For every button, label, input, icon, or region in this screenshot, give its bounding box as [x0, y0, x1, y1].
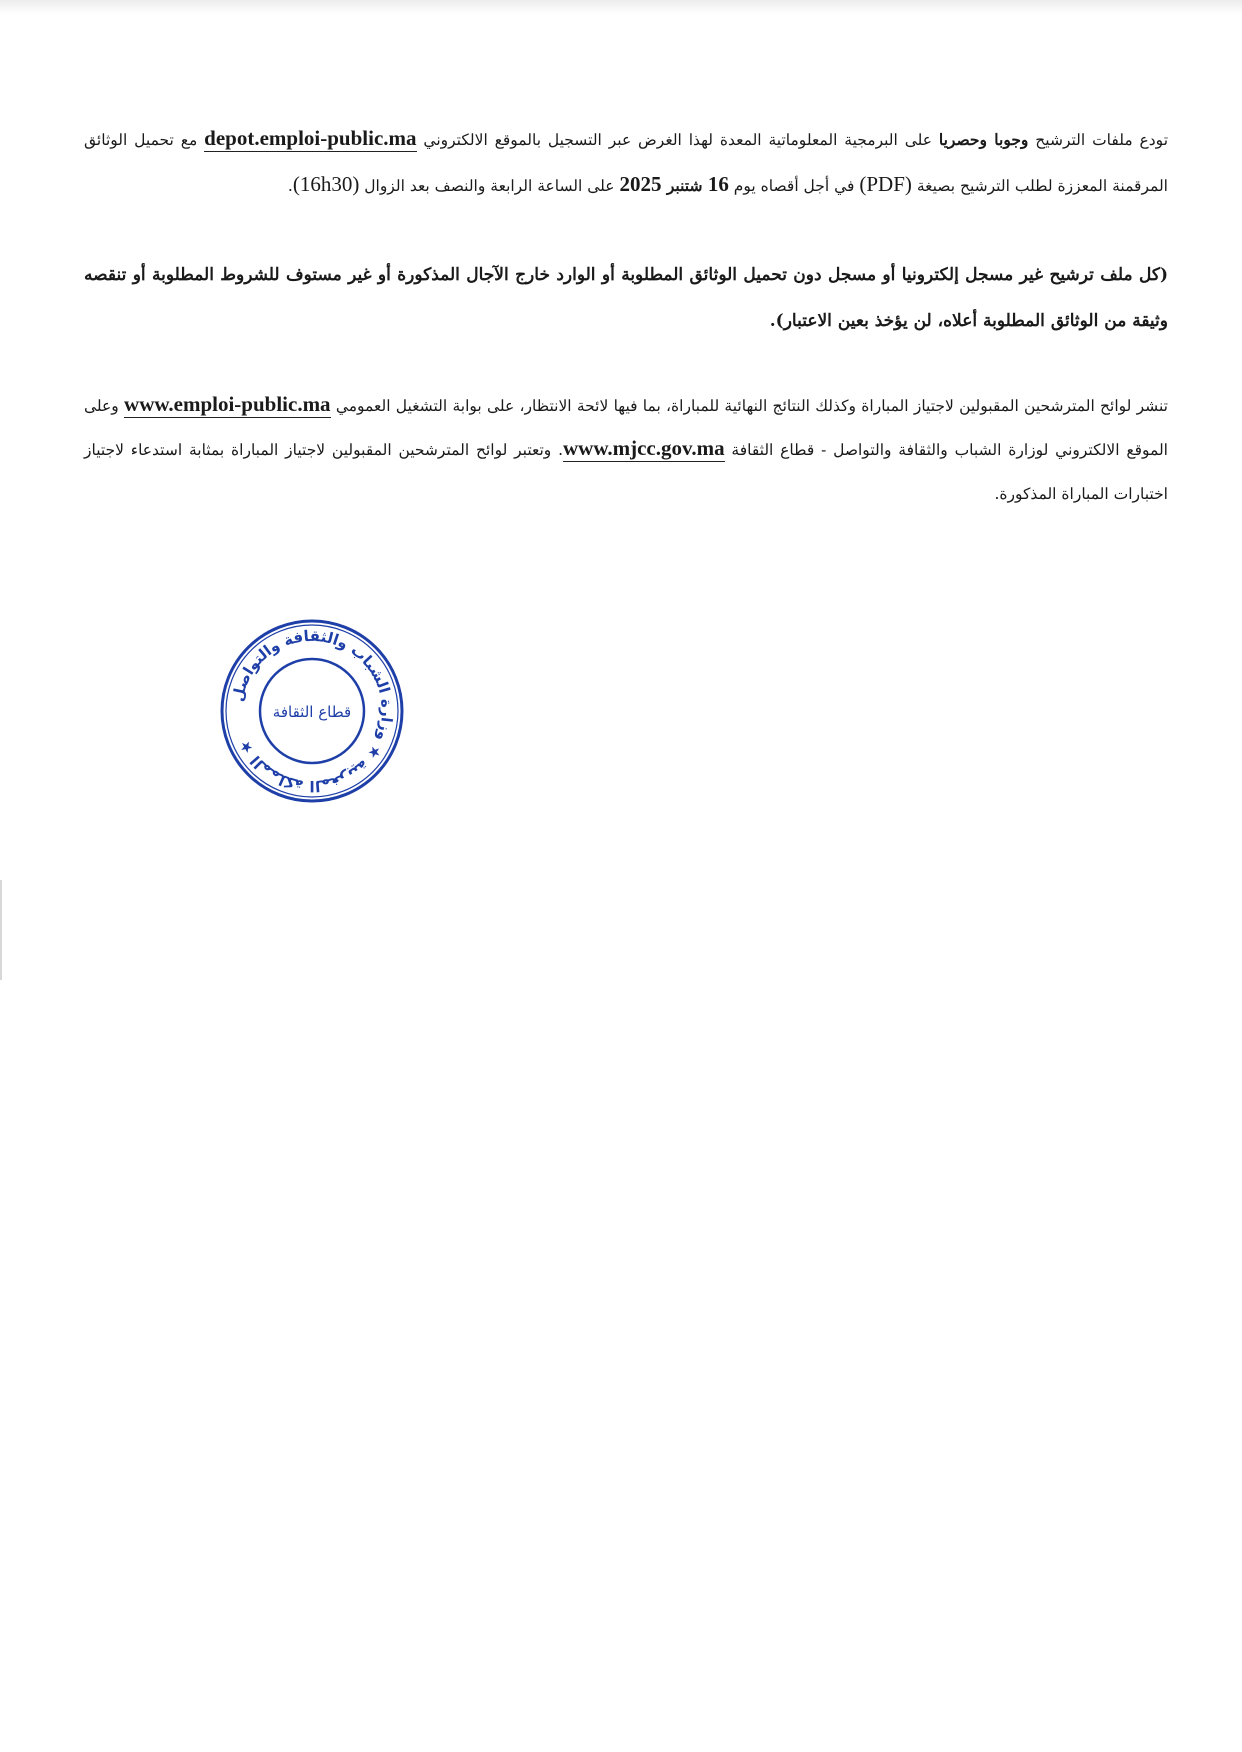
pdf-format: (PDF) — [859, 172, 912, 196]
official-stamp — [218, 617, 406, 805]
p1-text-4: في أجل أقصاه يوم — [728, 177, 860, 195]
p3-text-3: . وتعتبر لوائح المترشحين المقبولين لاجتياز المباراة بمثابة استدعاء لاجتياز اختبارات المباراة المذكورة. — [84, 441, 1168, 503]
p1-text-1: تودع ملفات الترشيح — [1028, 131, 1169, 149]
scan-edge-mark — [0, 880, 2, 980]
scan-top-shadow — [0, 0, 1242, 14]
deadline-day: 16 — [707, 172, 729, 196]
deadline-month: شتنبر — [661, 176, 708, 195]
deadline-year: 2025 — [619, 172, 662, 196]
mjcc-link[interactable]: www.mjcc.gov.ma — [563, 436, 725, 460]
publication-paragraph — [84, 384, 1168, 516]
stamp-inner-text: قطاع الثقافة — [272, 703, 352, 721]
p3-text-1: تنشر لوائح المترشحين المقبولين لاجتياز المباراة وكذلك النتائج النهائية للمباراة، بما فيها لائحة الانتظار، على بوابة التشغيل العمومي — [330, 397, 1168, 415]
depot-emploi-public-link[interactable]: depot.emploi-public.ma — [204, 126, 417, 150]
emploi-public-link[interactable]: www.emploi-public.ma — [124, 392, 331, 416]
submission-paragraph — [84, 118, 1168, 208]
stamp-outer-text: المملكة المغربية ★ وزارة الشباب والثقافة والتواصل ★ — [228, 626, 397, 796]
p1-emphasis: وجوبا وحصريا — [938, 130, 1029, 149]
rejection-warning-paragraph: (كل ملف ترشيح غير مسجل إلكترونيا أو مسجل دون تحميل الوثائق المطلوبة أو الوارد خارج الآجال المذكورة أو غير مستوف للشروط المطلوبة أو تنقصه وثيقة من الوثائق المطلوبة أعلاه، لن يؤخذ بعين الاعتبار). — [84, 265, 1168, 331]
p1-text-6: . — [287, 177, 293, 195]
p1-text-5: على الساعة الرابعة والنصف بعد الزوال — [359, 177, 620, 195]
p1-text-2: على البرمجية المعلوماتية المعدة لهذا الغرض عبر التسجيل بالموقع الالكتروني — [416, 131, 939, 149]
deadline-time: (16h30) — [292, 172, 360, 196]
p3-text-2: وعلى الموقع الالكتروني لوزارة الشباب والثقافة والتواصل - قطاع الثقافة — [84, 397, 1168, 459]
p1-text-3: مع تحميل الوثائق المرقمنة المعززة لطلب الترشيح بصيغة — [84, 131, 1168, 195]
